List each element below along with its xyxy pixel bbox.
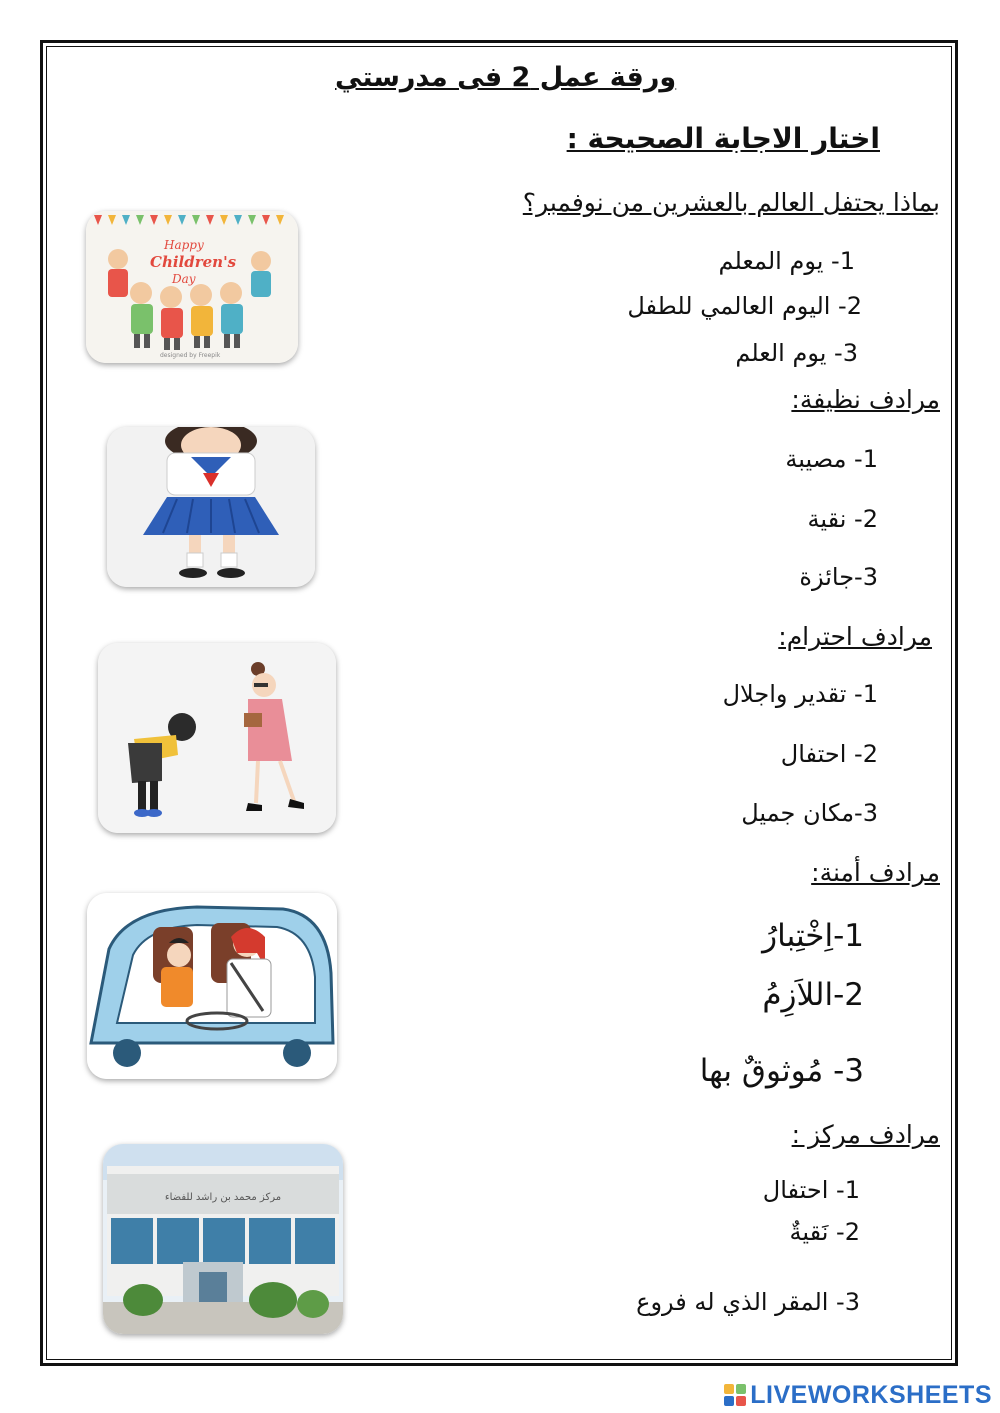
liveworksheets-brand-text: LIVEWORKSHEETS — [750, 1380, 992, 1409]
question-1-option-2[interactable]: 2- اليوم العالمي للطفل — [627, 292, 862, 320]
question-3-prompt: مرادف احترام: — [778, 622, 932, 651]
childrens-day-image — [86, 211, 298, 363]
image-caption-line1: Happy — [164, 238, 204, 252]
question-5-option-3[interactable]: 3- المقر الذي له فروع — [636, 1288, 860, 1316]
question-3-option-2[interactable]: 2- احتفال — [780, 740, 878, 768]
question-5-option-1[interactable]: 1- احتفال — [762, 1176, 860, 1204]
question-5-prompt: مرادف مركز : — [791, 1120, 940, 1149]
question-1-option-1[interactable]: 1- يوم المعلم — [718, 247, 855, 275]
question-3-option-1[interactable]: 1- تقدير واجلال — [722, 680, 878, 708]
image-caption-line2: Children's — [150, 253, 237, 271]
question-2-option-3[interactable]: 3-جائزة — [799, 563, 878, 591]
question-2-option-1[interactable]: 1- مصيبة — [785, 445, 878, 473]
question-4-prompt: مرادف أمنة: — [811, 858, 940, 887]
image-credit: designed by Freepik — [160, 352, 221, 359]
question-4-option-3[interactable]: 3- مُوثوقٌ بها — [699, 1053, 864, 1089]
schoolgirl-image — [107, 427, 315, 587]
question-2-prompt: مرادف نظيفة: — [791, 385, 940, 414]
liveworksheets-logo — [724, 1379, 992, 1411]
question-4-option-2[interactable]: 2-اللاَزِمُ — [762, 977, 864, 1013]
worksheet-title: ورقة عمل 2 فى مدرستي — [335, 62, 677, 93]
question-5-option-2[interactable]: 2- نَقيةٌ — [789, 1218, 860, 1246]
question-3-option-3[interactable]: 3-مكان جميل — [741, 799, 878, 827]
worksheet-instruction: اختار الاجابة الصحيحة : — [566, 122, 880, 155]
question-4-option-1[interactable]: 1-اِخْتِبارُ — [762, 918, 864, 954]
building-sign: مركز محمد بن راشد للفضاء — [164, 1192, 282, 1203]
boy-bowing-to-teacher-image — [98, 643, 336, 833]
space-centre-building-image — [103, 1144, 343, 1334]
image-caption-line3: Day — [172, 272, 196, 286]
question-2-option-2[interactable]: 2- نقية — [807, 505, 878, 533]
question-1-option-3[interactable]: 3- يوم العلم — [735, 339, 858, 367]
car-seatbelt-image — [87, 893, 337, 1079]
liveworksheets-logo-mark — [724, 1384, 746, 1406]
question-1-prompt: بماذا يحتفل العالم بالعشرين من نوفمبر؟ — [522, 188, 940, 217]
